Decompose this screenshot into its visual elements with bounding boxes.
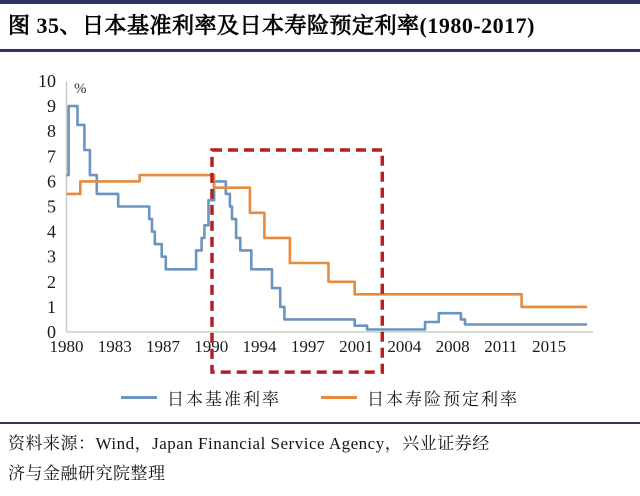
chart-legend <box>0 384 640 410</box>
rate-line-chart <box>0 52 640 384</box>
y-tick-label: 1 <box>47 296 56 317</box>
source-note <box>0 424 640 489</box>
japan-life-insurance-guaranteed-rate-line <box>67 175 588 307</box>
y-tick-label: 9 <box>47 96 56 117</box>
y-tick-label: 5 <box>47 196 56 217</box>
x-tick-label: 1994 <box>242 337 277 356</box>
legend-item-benchmark-rate <box>121 385 281 410</box>
y-tick-label: 3 <box>47 246 56 267</box>
y-tick-label: 2 <box>47 271 56 292</box>
source-note-line2: 济与金融研究院整理 <box>8 464 166 483</box>
x-tick-label: 1997 <box>290 337 325 356</box>
x-tick-label: 1987 <box>146 337 181 356</box>
figure-title: 图 35、日本基准利率及日本寿险预定利率(1980-2017) <box>8 13 535 38</box>
x-tick-label: 2004 <box>387 337 422 356</box>
guaranteed-rate-swatch <box>321 396 357 399</box>
japan-benchmark-rate-line <box>67 106 588 329</box>
y-tick-label: 7 <box>47 146 56 167</box>
y-tick-label: 6 <box>47 171 56 192</box>
y-tick-label: 4 <box>47 221 56 242</box>
y-tick-label: 8 <box>47 121 56 142</box>
x-tick-label: 1983 <box>97 337 132 356</box>
x-tick-label: 2011 <box>484 337 518 356</box>
y-tick-label: 10 <box>38 71 56 91</box>
figure-header <box>0 0 640 52</box>
legend-label: 日本寿险预定利率 <box>367 389 519 409</box>
x-tick-label: 1980 <box>49 337 84 356</box>
x-tick-label: 2008 <box>435 337 470 356</box>
x-tick-label: 1990 <box>194 337 229 356</box>
legend-label: 日本基准利率 <box>167 389 281 409</box>
x-tick-label: 2001 <box>339 337 374 356</box>
source-note-line1: 资料来源：Wind，Japan Financial Service Agency，兴业证券经 <box>8 434 490 453</box>
legend-item-guaranteed-rate <box>321 385 519 410</box>
percent-unit-label: % <box>74 81 87 97</box>
x-tick-label: 2015 <box>532 337 567 356</box>
y-tick-label: 0 <box>47 322 56 342</box>
benchmark-rate-swatch <box>121 396 157 399</box>
